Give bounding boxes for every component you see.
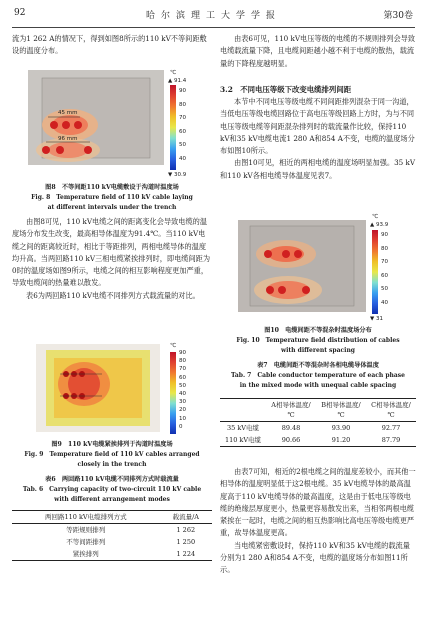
colorbar-tick-label: 30	[179, 399, 186, 406]
tab6-caption-en-2: with different arrangement modes	[54, 496, 170, 503]
fig9-caption-en-2: closely in the trench	[77, 461, 147, 468]
table-cell: 1 250	[176, 538, 196, 546]
table-cell: 不等间距排列	[66, 538, 106, 546]
colorbar-tick-label: 50	[381, 286, 388, 292]
table-cell: 90.66	[281, 436, 301, 444]
fig8-caption-en-2: at different intervals under the trench	[47, 204, 177, 211]
table-row	[220, 434, 416, 447]
table-header-row	[12, 511, 212, 524]
table-cell: 紧挨排列	[72, 550, 99, 558]
table-header-cell: A相导体温度/℃	[271, 401, 311, 419]
section-3-2-heading: 3.2 不同电压等级下改变电缆排列间距	[220, 85, 352, 94]
tab7-caption-en-1: Tab. 7 Cable conductor temperature of each phase	[231, 372, 405, 379]
fig8-min: ▼ 30.9	[168, 172, 187, 178]
colorbar-tick-label: 40	[179, 155, 186, 162]
fig9-unit: ℃	[170, 343, 177, 349]
fig10-unit: ℃	[372, 214, 379, 220]
colorbar-tick-label: 70	[179, 366, 186, 373]
fig10-caption-en-1: Fig. 10 Temperature field distribution of cables	[236, 337, 400, 344]
fig10-colorbar	[372, 230, 381, 314]
figure-10-image	[238, 220, 366, 312]
fig8-colorbar	[170, 85, 179, 170]
table-cell: 91.20	[331, 436, 351, 444]
table-cell: 1 224	[176, 550, 196, 558]
table-row	[12, 536, 212, 548]
table-row	[12, 548, 212, 561]
table-cell: 等距规则排列	[66, 526, 106, 534]
fig8-unit: ℃	[170, 70, 177, 76]
dim-label-a: 45 mm	[58, 110, 78, 116]
table-header-cell: B相导体温度/℃	[321, 401, 361, 419]
fig10-caption-en-2: with different spacing	[280, 347, 356, 354]
tab7-caption-en-2: in the mixed mode with unequal cable spacing	[239, 382, 397, 389]
fig8-max: ▲ 91.4	[168, 78, 187, 84]
colorbar-tick-label: 90	[179, 88, 186, 94]
colorbar-tick-label: 20	[179, 407, 186, 414]
table-header-cell: 载流量/A	[172, 513, 199, 521]
colorbar-tick-label: 60	[381, 272, 388, 279]
table-cell: 89.48	[281, 424, 301, 432]
colorbar-tick-label: 80	[381, 245, 388, 252]
page-number: 92	[14, 8, 26, 18]
left-para-1: 流为1 262 A的情况下，得到如图8所示的110 kV不等间距敷设的温度分布。	[12, 34, 207, 56]
table-cell: 87.79	[381, 436, 401, 444]
fig8-caption-cn: 图8 不等间距110 kV电缆敷设于沟道时温度场	[45, 184, 179, 191]
colorbar-tick-label: 80	[179, 358, 186, 365]
table-header-cell	[220, 399, 266, 422]
right-para-1: 由表6可见，110 kV电压等级的电缆的不规则排列会导致电缆载流量下降，且电缆间距越小越不利于电缆的散热，载流量的下降程度越明显。	[220, 34, 416, 68]
colorbar-tick-label: 70	[179, 115, 186, 121]
tab6-caption-cn: 表6 两回路110 kV电缆不同排列方式时载流量	[45, 476, 179, 483]
table-cell: 35 kV电缆	[227, 424, 259, 432]
figure-8-image	[28, 70, 164, 165]
dim-label-b: 96 mm	[58, 136, 78, 142]
header-rule	[12, 27, 415, 28]
colorbar-tick-label: 90	[179, 350, 186, 356]
colorbar-tick-label: 40	[381, 299, 388, 306]
fig9-colorbar	[170, 352, 179, 434]
table-row	[220, 422, 416, 435]
colorbar-tick-label: 50	[179, 382, 186, 389]
colorbar-tick-label: 60	[179, 374, 186, 381]
colorbar-tick-label: 50	[179, 142, 186, 148]
table-row	[12, 524, 212, 537]
table-header-row	[220, 399, 416, 422]
left-para-2: 由图8可见，110 kV电缆之间的距离变化会导致电缆的温度场分布发生改变，最高相导体温度为91.4℃。当110 kV电缆之间的距离较近时，相比于等距排列，两相电缆导体的温度均升高。当两回路110 kV三相电缆紧挨排列时，即电缆间距为0时的温度场如图9所示，电缆之间的相互影响程度更加严重，导致电缆间的热量难以散发。 表6为两回路110 kV电缆不同排列方式载流量的对比。	[12, 217, 211, 300]
volume-label: 第30卷	[383, 11, 413, 21]
colorbar-tick-label: 80	[179, 101, 186, 108]
colorbar-tick-label: 60	[179, 128, 186, 135]
table-6	[12, 510, 212, 561]
figure-9-image	[36, 344, 160, 432]
right-para-4: 由表7可知，相近的2根电缆之间的温度差较小，而其他一相导体的温度明显低于这2根电缆。35 kV电缆导体的最高温度高于110 kV电缆导体的最高温度，这是由于低电压等级电缆的绝缘层厚度更小，热量更容易散发出来，当相邻两根电缆紧挨在一起时，电缆之间的相互热影响比高电压等级电缆更严重，故导体温度更高。 当电缆紧密敷设时，保持110 kV和35 kV电缆的载流量分别为1 280 A和854 A不变，电缆的温度场分布如图11所示。	[220, 467, 416, 575]
table-7	[220, 398, 416, 447]
colorbar-tick-label: 10	[179, 415, 186, 422]
table-cell: 93.90	[331, 424, 351, 432]
tab7-caption-cn: 表7 电缆间距不等混杂时各相电缆导体温度	[257, 362, 379, 369]
fig10-max: ▲ 93.9	[370, 222, 389, 228]
tab6-caption-en-1: Tab. 6 Carrying capacity of two-circuit 110 kV cable	[22, 486, 202, 493]
fig10-caption-cn: 图10 电缆间距不等混杂时温度场分布	[264, 327, 372, 334]
fig9-caption-cn: 图9 110 kV电缆紧挨排列于沟道时温度场	[51, 441, 173, 448]
right-para-2: 本节中不同电压等级电缆不同间距排列混杂于同一沟道，当低电压等级电缆回路位于高电压等级回路上方时，为与不同电压等级电缆等间距混杂排列时的载流量作比较，保持110 kV和35 kV电缆电流1 280 A和854 A不变，电缆的温度场分布如图10所示。 由图10可见，相近的两相电缆的温度场明显加强。35 kV和110 kV各相电缆导体温度见表7。	[220, 97, 416, 180]
colorbar-tick-label: 70	[381, 259, 388, 265]
table-header-cell: C相导体温度/℃	[371, 401, 411, 419]
fig9-caption-en-1: Fig. 9 Temperature field of 110 kV cables arranged	[24, 451, 200, 458]
journal-title: 哈尔滨理工大学学报	[145, 11, 281, 21]
table-header-cell: 两回路110 kV电缆排列方式	[44, 513, 127, 521]
table-cell: 92.77	[381, 424, 401, 432]
table-cell: 1 262	[176, 526, 196, 534]
fig8-caption-en-1: Fig. 8 Temperature field of 110 kV cable laying	[31, 194, 193, 201]
colorbar-tick-label: 40	[179, 391, 186, 397]
table-cell: 110 kV电缆	[224, 436, 262, 444]
running-header	[14, 8, 413, 24]
colorbar-tick-label: 90	[381, 232, 388, 238]
colorbar-tick-label: 0	[179, 423, 183, 430]
fig10-min: ▼ 31	[370, 316, 383, 322]
